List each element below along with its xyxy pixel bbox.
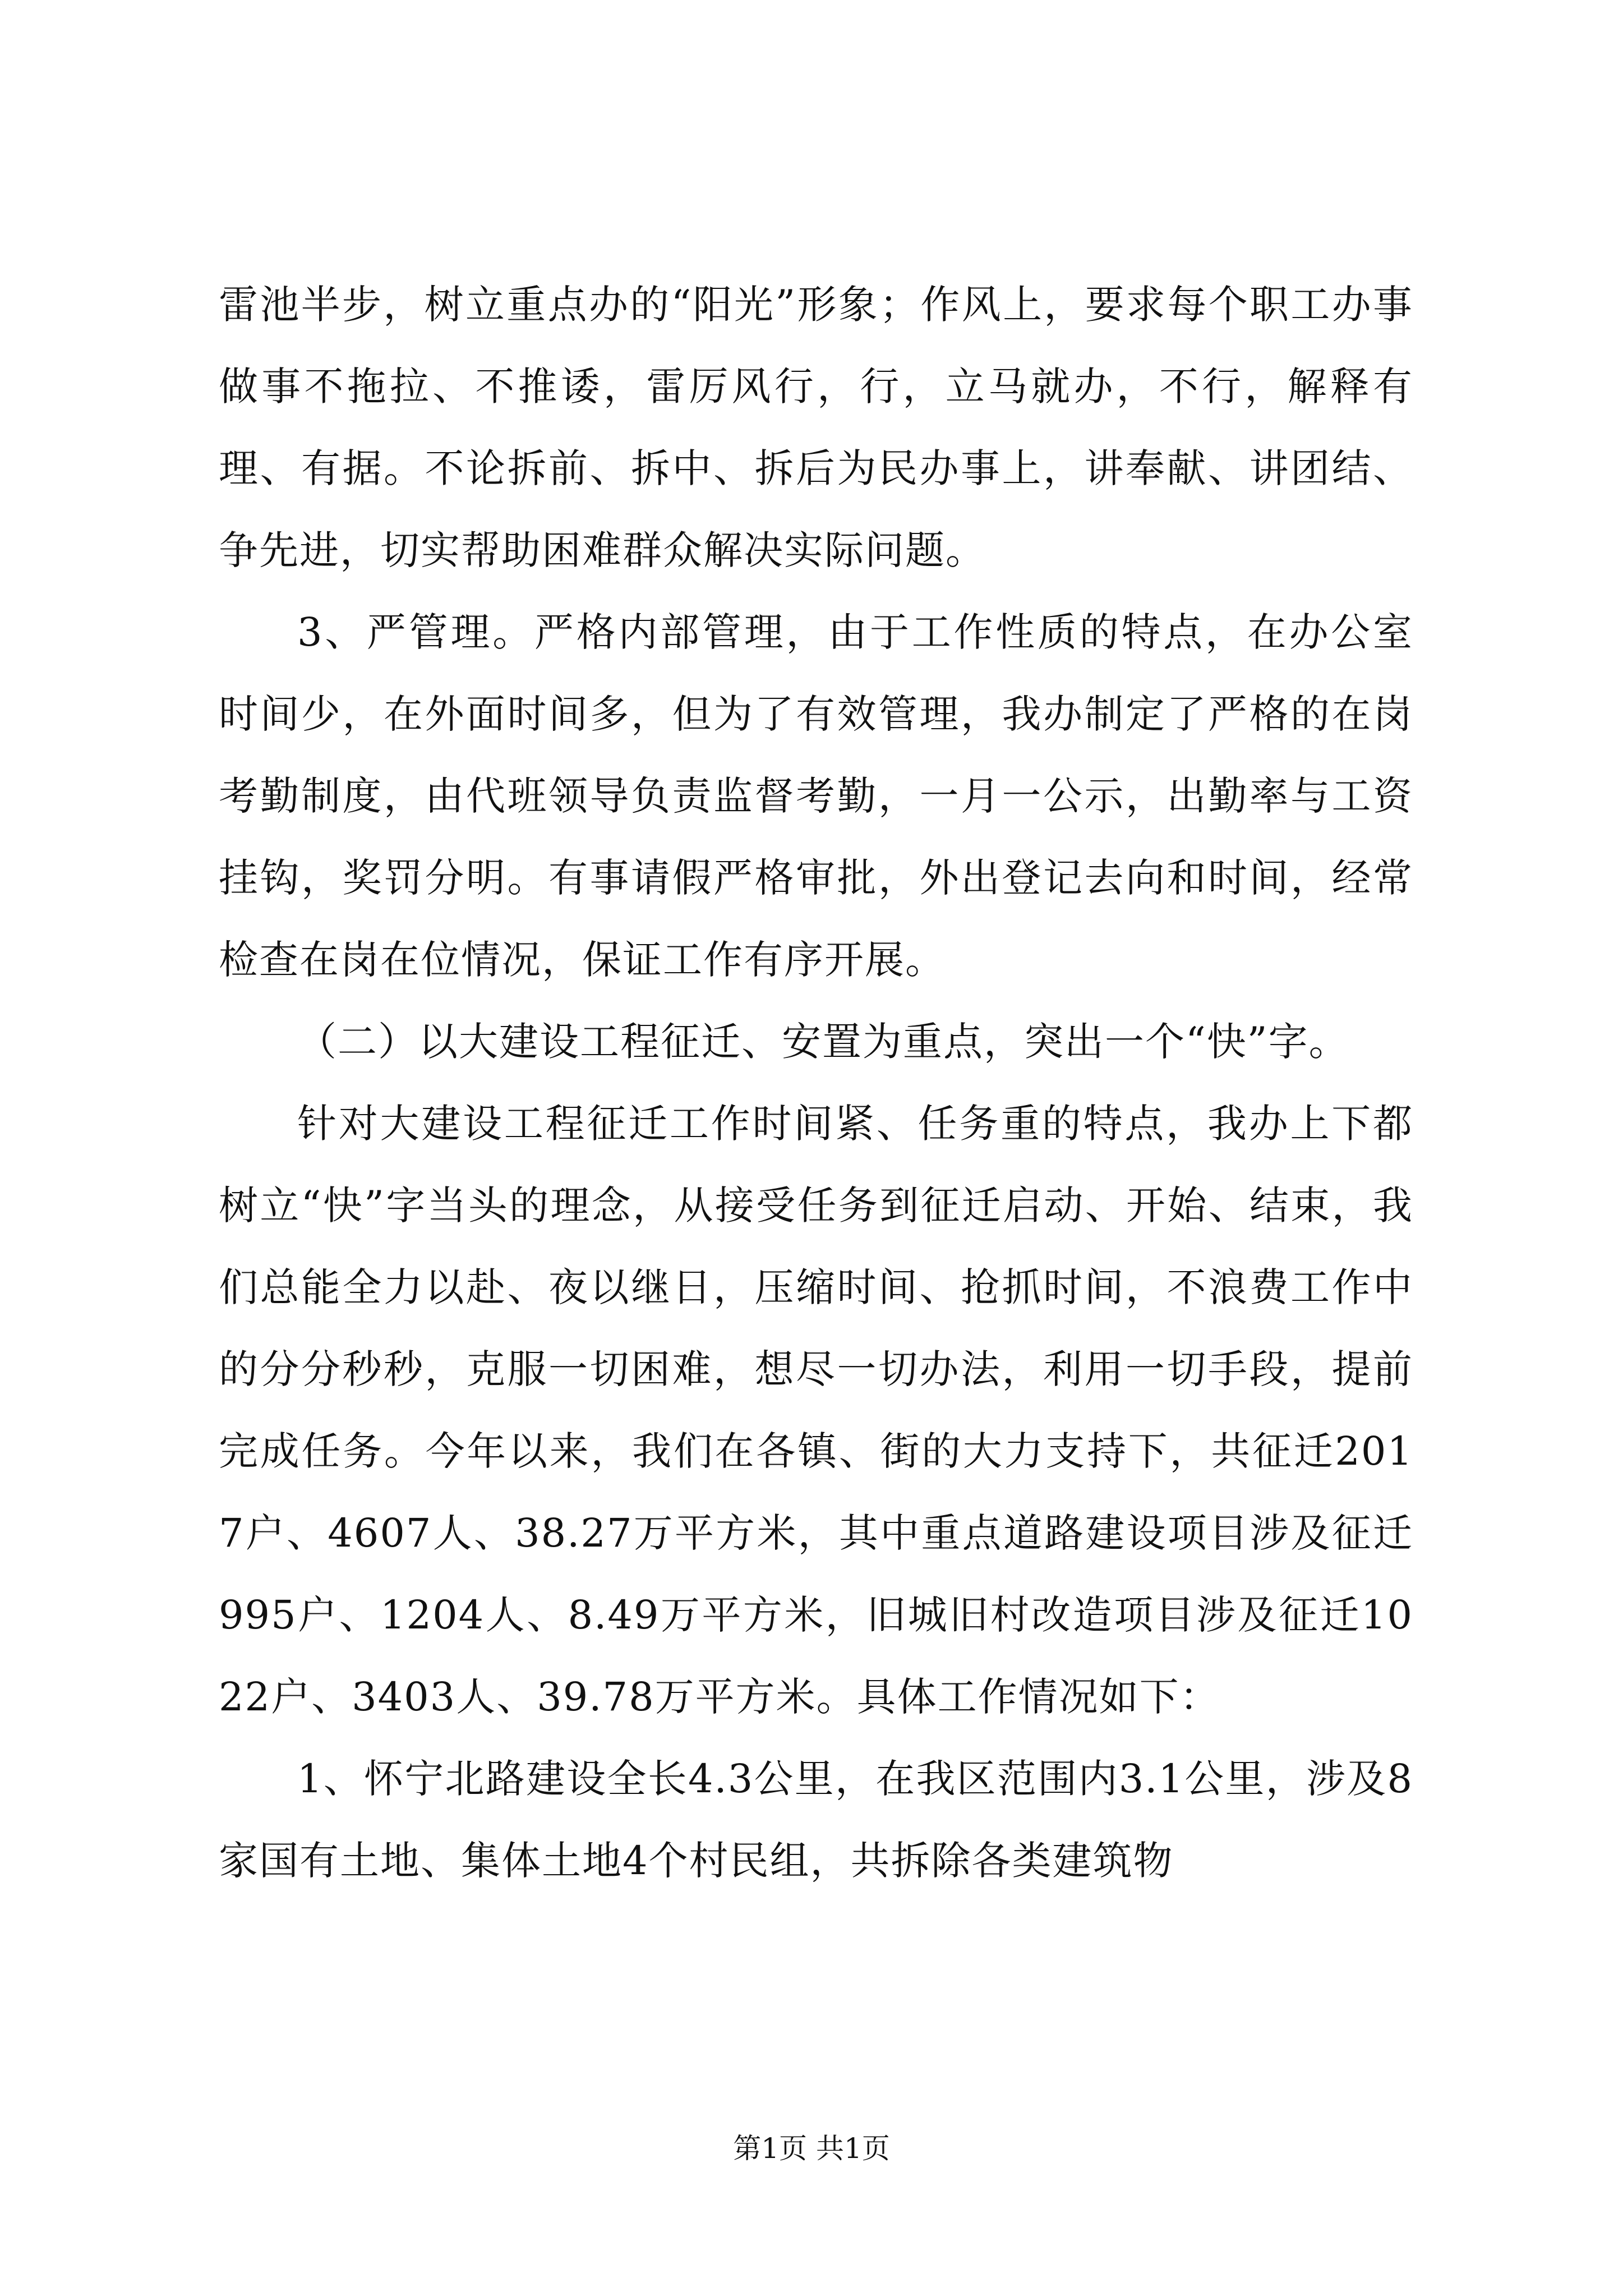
document-body: [219, 264, 1413, 1902]
section-heading-construction: （二）以大建设工程征迁、安置为重点，突出一个“快”字。: [297, 1019, 1349, 1065]
paragraph-relocation-summary: 针对大建设工程征迁工作时间紧、任务重的特点，我办上下都树立“快”字当头的理念，从接受任务到征迁启动、开始、结束，我们总能全力以赴、夜以继日，压缩时间、抢抓时间，不浪费工作中的分分秒秒，克服一切困难，想尽一切办法，利用一切手段，提前完成任务。今年以来，我们在各镇、街的大力支持下，共征迁2017户、4607人、38.27万平方米，其中重点道路建设项目涉及征迁995户、1204人、8.49万平方米，旧城旧村改造项目涉及征迁1022户、3403人、39.78万平方米。具体工作情况如下：: [219, 1101, 1413, 1720]
paragraph-continued: 雷池半步，树立重点办的“阳光”形象；作风上，要求每个职工办事做事不拖拉、不推诿，雷厉风行，行，立马就办，不行，解释有理、有据。不论拆前、拆中、拆后为民办事上，讲奉献、讲团结、争先进，切实帮助困难群众解决实际问题。: [219, 282, 1413, 573]
paragraph-huaining-north-road: 1、怀宁北路建设全长4.3公里，在我区范围内3.1公里，涉及8家国有土地、集体土地4个村民组，共拆除各类建筑物: [219, 1756, 1413, 1884]
page-footer: [0, 2132, 1623, 2165]
paragraph-strict-management: 3、严管理。严格内部管理，由于工作性质的特点，在办公室时间少，在外面时间多，但为了有效管理，我办制定了严格的在岗考勤制度，由代班领导负责监督考勤，一月一公示，出勤率与工资挂钩，奖罚分明。有事请假严格审批，外出登记去向和时间，经常检查在岗在位情况，保证工作有序开展。: [219, 609, 1413, 983]
page-number-label: 第1页 共1页: [733, 2132, 890, 2165]
